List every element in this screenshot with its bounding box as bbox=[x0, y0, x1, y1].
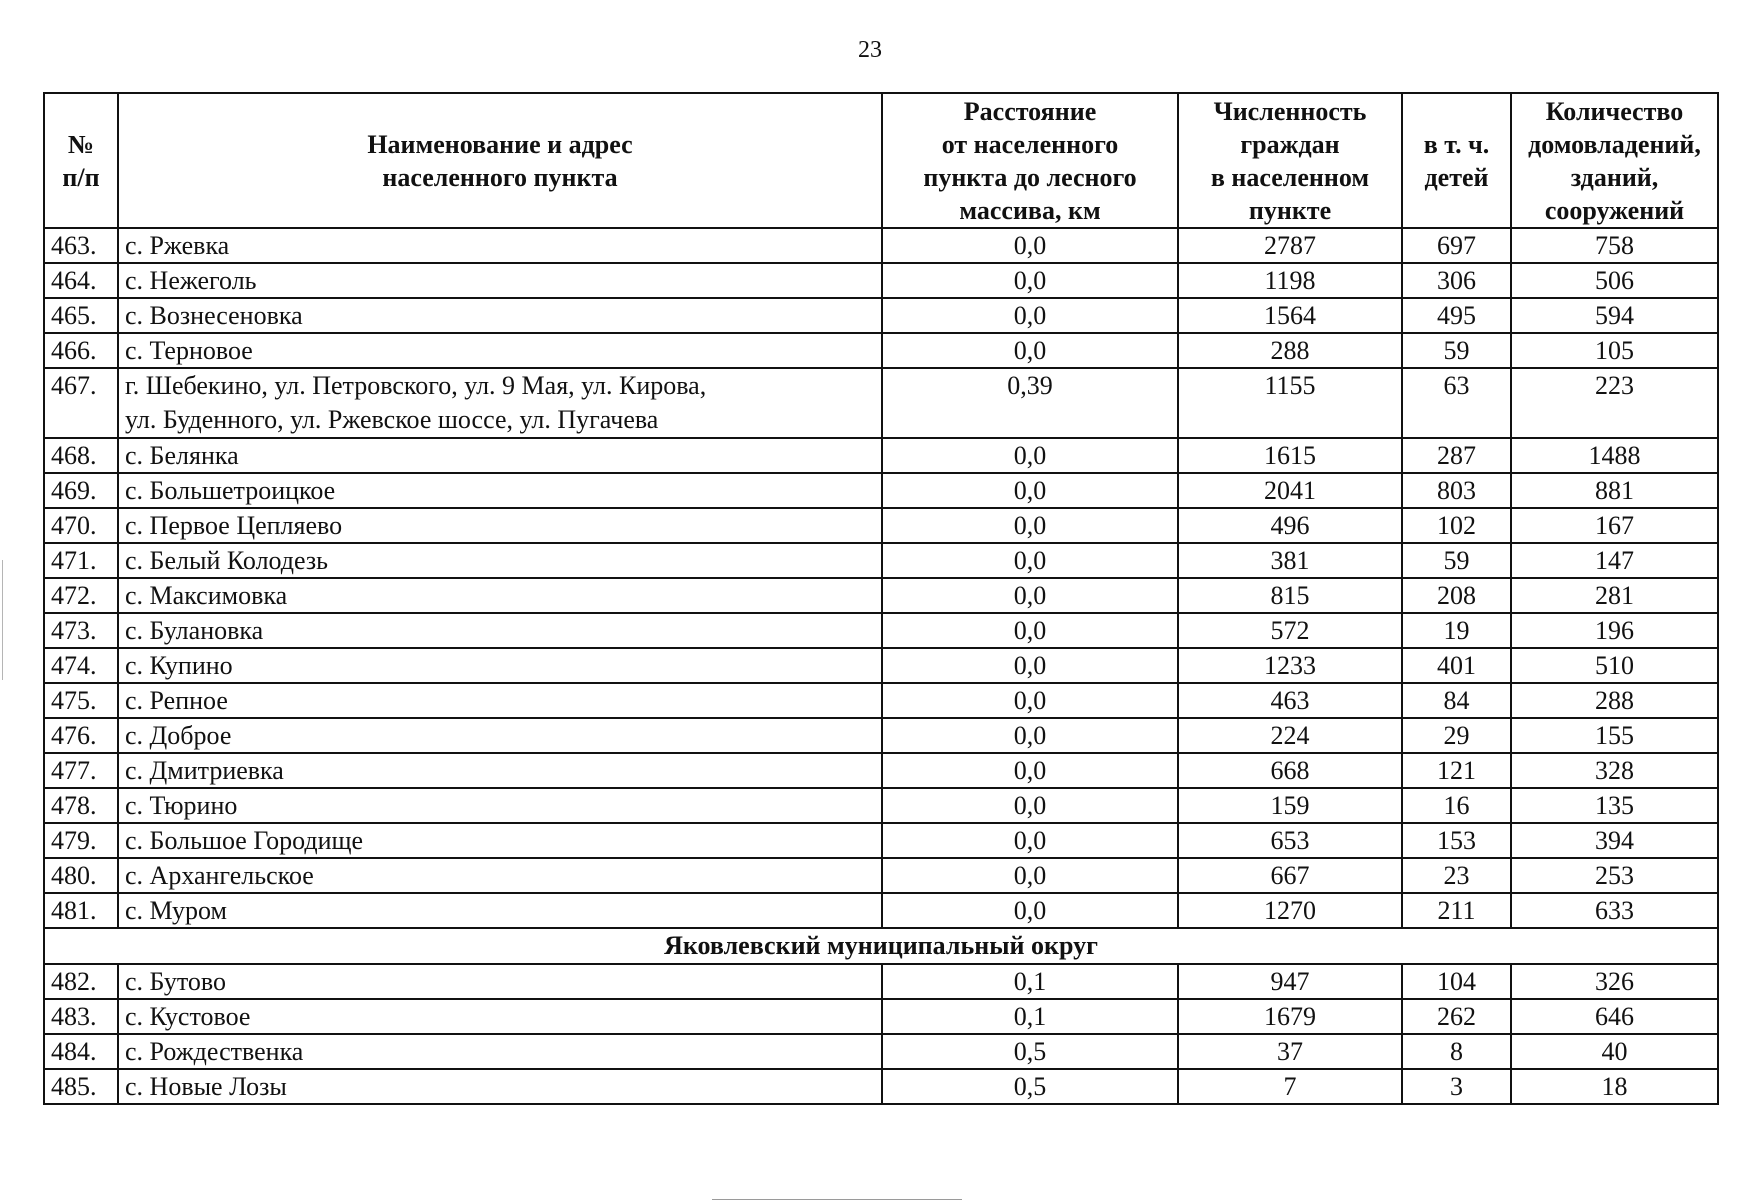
children-value: 287 bbox=[1402, 438, 1511, 473]
row-number: 475. bbox=[44, 683, 118, 718]
buildings-value: 281 bbox=[1511, 578, 1718, 613]
row-number: 481. bbox=[44, 893, 118, 928]
table-row bbox=[44, 1034, 1718, 1069]
buildings-value: 253 bbox=[1511, 858, 1718, 893]
children-value: 153 bbox=[1402, 823, 1511, 858]
row-number: 465. bbox=[44, 298, 118, 333]
buildings-value: 40 bbox=[1511, 1034, 1718, 1069]
population-value: 667 bbox=[1178, 858, 1402, 893]
row-number: 472. bbox=[44, 578, 118, 613]
row-number: 464. bbox=[44, 263, 118, 298]
population-value: 159 bbox=[1178, 788, 1402, 823]
table-row bbox=[44, 333, 1718, 368]
header-distance: Расстояние от населенного пункта до лесного массива, км bbox=[882, 93, 1178, 228]
table-row bbox=[44, 823, 1718, 858]
distance-value: 0,0 bbox=[882, 333, 1178, 368]
header-buildings: Количество домовладений, зданий, сооружений bbox=[1511, 93, 1718, 228]
buildings-value: 147 bbox=[1511, 543, 1718, 578]
table-row-multiline bbox=[44, 368, 1718, 438]
buildings-value: 594 bbox=[1511, 298, 1718, 333]
table-row bbox=[44, 508, 1718, 543]
table-row bbox=[44, 683, 1718, 718]
row-number: 474. bbox=[44, 648, 118, 683]
distance-value: 0,5 bbox=[882, 1034, 1178, 1069]
table-row bbox=[44, 263, 1718, 298]
population-value: 496 bbox=[1178, 508, 1402, 543]
header-number: № п/п bbox=[44, 93, 118, 228]
settlement-name: с. Большое Городище bbox=[118, 823, 882, 858]
settlement-name-line-1: г. Шебекино, ул. Петровского, ул. 9 Мая, ул. Кирова, bbox=[125, 371, 707, 400]
table-row bbox=[44, 753, 1718, 788]
row-number: 469. bbox=[44, 473, 118, 508]
settlement-name: с. Вознесеновка bbox=[118, 298, 882, 333]
buildings-value: 758 bbox=[1511, 228, 1718, 263]
table-header-row bbox=[44, 93, 1718, 228]
section-title: Яковлевский муниципальный округ bbox=[44, 928, 1718, 964]
buildings-value: 646 bbox=[1511, 999, 1718, 1034]
buildings-value: 288 bbox=[1511, 683, 1718, 718]
children-value: 104 bbox=[1402, 964, 1511, 999]
distance-value: 0,0 bbox=[882, 438, 1178, 473]
distance-value: 0,0 bbox=[882, 613, 1178, 648]
buildings-value: 1488 bbox=[1511, 438, 1718, 473]
row-number: 483. bbox=[44, 999, 118, 1034]
settlement-name: с. Купино bbox=[118, 648, 882, 683]
distance-value: 0,0 bbox=[882, 823, 1178, 858]
settlement-name: с. Тюрино bbox=[118, 788, 882, 823]
page-number: 23 bbox=[858, 37, 882, 63]
settlement-name: с. Архангельское bbox=[118, 858, 882, 893]
table-row bbox=[44, 893, 1718, 928]
population-value: 815 bbox=[1178, 578, 1402, 613]
population-value: 7 bbox=[1178, 1069, 1402, 1104]
population-value: 463 bbox=[1178, 683, 1402, 718]
table-row bbox=[44, 578, 1718, 613]
children-value: 401 bbox=[1402, 648, 1511, 683]
row-number: 485. bbox=[44, 1069, 118, 1104]
row-number: 468. bbox=[44, 438, 118, 473]
buildings-value: 326 bbox=[1511, 964, 1718, 999]
children-value: 102 bbox=[1402, 508, 1511, 543]
population-value: 2041 bbox=[1178, 473, 1402, 508]
settlement-name: с. Бутово bbox=[118, 964, 882, 999]
row-number: 467. bbox=[44, 368, 118, 438]
settlement-name: с. Булановка bbox=[118, 613, 882, 648]
distance-value: 0,0 bbox=[882, 718, 1178, 753]
population-value: 2787 bbox=[1178, 228, 1402, 263]
settlements-table bbox=[43, 92, 1719, 1105]
header-population: Численность граждан в населенном пункте bbox=[1178, 93, 1402, 228]
distance-value: 0,0 bbox=[882, 648, 1178, 683]
buildings-value: 881 bbox=[1511, 473, 1718, 508]
buildings-value: 135 bbox=[1511, 788, 1718, 823]
distance-value: 0,0 bbox=[882, 578, 1178, 613]
buildings-value: 223 bbox=[1511, 368, 1718, 438]
population-value: 668 bbox=[1178, 753, 1402, 788]
settlement-name: с. Терновое bbox=[118, 333, 882, 368]
settlement-name: с. Первое Цепляево bbox=[118, 508, 882, 543]
population-value: 1198 bbox=[1178, 263, 1402, 298]
table-row bbox=[44, 473, 1718, 508]
settlement-name: с. Дмитриевка bbox=[118, 753, 882, 788]
row-number: 470. bbox=[44, 508, 118, 543]
buildings-value: 510 bbox=[1511, 648, 1718, 683]
population-value: 1233 bbox=[1178, 648, 1402, 683]
children-value: 262 bbox=[1402, 999, 1511, 1034]
children-value: 59 bbox=[1402, 333, 1511, 368]
table-row bbox=[44, 298, 1718, 333]
settlement-name: с. Большетроицкое bbox=[118, 473, 882, 508]
table-row bbox=[44, 438, 1718, 473]
buildings-value: 328 bbox=[1511, 753, 1718, 788]
buildings-value: 506 bbox=[1511, 263, 1718, 298]
settlement-name: с. Доброе bbox=[118, 718, 882, 753]
population-value: 572 bbox=[1178, 613, 1402, 648]
distance-value: 0,0 bbox=[882, 893, 1178, 928]
section-header-row bbox=[44, 928, 1718, 964]
distance-value: 0,0 bbox=[882, 473, 1178, 508]
children-value: 208 bbox=[1402, 578, 1511, 613]
table-row bbox=[44, 613, 1718, 648]
distance-value: 0,0 bbox=[882, 263, 1178, 298]
table-row bbox=[44, 1069, 1718, 1104]
table-row bbox=[44, 999, 1718, 1034]
population-value: 653 bbox=[1178, 823, 1402, 858]
population-value: 1615 bbox=[1178, 438, 1402, 473]
buildings-value: 18 bbox=[1511, 1069, 1718, 1104]
distance-value: 0,39 bbox=[882, 368, 1178, 438]
population-value: 37 bbox=[1178, 1034, 1402, 1069]
children-value: 697 bbox=[1402, 228, 1511, 263]
settlement-name: с. Рождественка bbox=[118, 1034, 882, 1069]
row-number: 477. bbox=[44, 753, 118, 788]
settlement-name: с. Кустовое bbox=[118, 999, 882, 1034]
row-number: 466. bbox=[44, 333, 118, 368]
row-number: 484. bbox=[44, 1034, 118, 1069]
distance-value: 0,0 bbox=[882, 228, 1178, 263]
settlement-name-line-2: ул. Буденного, ул. Ржевское шоссе, ул. Пугачева bbox=[125, 405, 659, 434]
children-value: 121 bbox=[1402, 753, 1511, 788]
row-number: 480. bbox=[44, 858, 118, 893]
population-value: 288 bbox=[1178, 333, 1402, 368]
buildings-value: 394 bbox=[1511, 823, 1718, 858]
row-number: 471. bbox=[44, 543, 118, 578]
row-number: 482. bbox=[44, 964, 118, 999]
settlement-name: с. Белый Колодезь bbox=[118, 543, 882, 578]
table-row bbox=[44, 964, 1718, 999]
population-value: 381 bbox=[1178, 543, 1402, 578]
table-row bbox=[44, 648, 1718, 683]
row-number: 478. bbox=[44, 788, 118, 823]
header-name-address: Наименование и адрес населенного пункта bbox=[118, 93, 882, 228]
buildings-value: 105 bbox=[1511, 333, 1718, 368]
row-number: 463. bbox=[44, 228, 118, 263]
children-value: 803 bbox=[1402, 473, 1511, 508]
distance-value: 0,0 bbox=[882, 753, 1178, 788]
settlement-name: с. Ржевка bbox=[118, 228, 882, 263]
row-number: 476. bbox=[44, 718, 118, 753]
buildings-value: 167 bbox=[1511, 508, 1718, 543]
children-value: 23 bbox=[1402, 858, 1511, 893]
children-value: 84 bbox=[1402, 683, 1511, 718]
header-children: в т. ч. детей bbox=[1402, 93, 1511, 228]
population-value: 224 bbox=[1178, 718, 1402, 753]
distance-value: 0,5 bbox=[882, 1069, 1178, 1104]
buildings-value: 155 bbox=[1511, 718, 1718, 753]
settlement-name: с. Муром bbox=[118, 893, 882, 928]
distance-value: 0,0 bbox=[882, 543, 1178, 578]
children-value: 59 bbox=[1402, 543, 1511, 578]
settlement-name: с. Нежеголь bbox=[118, 263, 882, 298]
distance-value: 0,0 bbox=[882, 508, 1178, 543]
table-row bbox=[44, 543, 1718, 578]
table-row bbox=[44, 788, 1718, 823]
children-value: 306 bbox=[1402, 263, 1511, 298]
distance-value: 0,0 bbox=[882, 298, 1178, 333]
population-value: 947 bbox=[1178, 964, 1402, 999]
children-value: 63 bbox=[1402, 368, 1511, 438]
distance-value: 0,0 bbox=[882, 788, 1178, 823]
children-value: 16 bbox=[1402, 788, 1511, 823]
distance-value: 0,1 bbox=[882, 999, 1178, 1034]
children-value: 29 bbox=[1402, 718, 1511, 753]
row-number: 473. bbox=[44, 613, 118, 648]
population-value: 1155 bbox=[1178, 368, 1402, 438]
scan-edge-mark bbox=[2, 560, 3, 680]
children-value: 211 bbox=[1402, 893, 1511, 928]
population-value: 1270 bbox=[1178, 893, 1402, 928]
population-value: 1679 bbox=[1178, 999, 1402, 1034]
settlement-name bbox=[118, 368, 882, 438]
population-value: 1564 bbox=[1178, 298, 1402, 333]
children-value: 8 bbox=[1402, 1034, 1511, 1069]
children-value: 3 bbox=[1402, 1069, 1511, 1104]
settlement-name: с. Репное bbox=[118, 683, 882, 718]
buildings-value: 196 bbox=[1511, 613, 1718, 648]
distance-value: 0,0 bbox=[882, 858, 1178, 893]
distance-value: 0,1 bbox=[882, 964, 1178, 999]
settlement-name: с. Белянка bbox=[118, 438, 882, 473]
settlement-name: с. Новые Лозы bbox=[118, 1069, 882, 1104]
row-number: 479. bbox=[44, 823, 118, 858]
buildings-value: 633 bbox=[1511, 893, 1718, 928]
settlement-name: с. Максимовка bbox=[118, 578, 882, 613]
children-value: 19 bbox=[1402, 613, 1511, 648]
distance-value: 0,0 bbox=[882, 683, 1178, 718]
table-row bbox=[44, 858, 1718, 893]
children-value: 495 bbox=[1402, 298, 1511, 333]
table-row bbox=[44, 718, 1718, 753]
table-row bbox=[44, 228, 1718, 263]
